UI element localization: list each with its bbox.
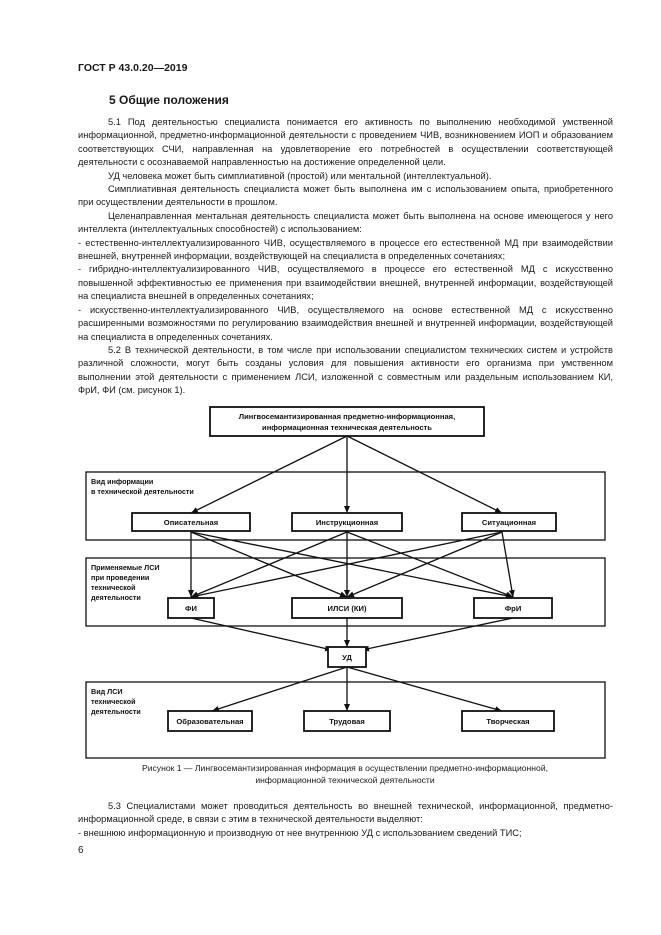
- group2-label-line-1: Применяемые ЛСИ: [91, 563, 160, 572]
- group2-label-line-2: при проведении: [91, 573, 150, 582]
- paragraph: Симплиативная деятельность специалиста может быть выполнена им с использованием опыта, приобретенного при осуществлении деятельности в прошлом.: [78, 184, 613, 208]
- group3-label-line-3: деятельности: [91, 707, 141, 716]
- figure-caption-line-1: Рисунок 1 — Лингвосемантизированная информация в осуществлении предметно-информационной,: [141, 763, 549, 773]
- box-educational-label: Образовательная: [176, 717, 244, 726]
- list-item: - гибридно-интеллектуализированного ЧИВ, осуществляемого в процессе его естественной МД с искусственно повышенной эффективностью ее применения при взаимодействии внешней, внутренней информации, воздействующей на специалиста внешней в определенных сочетаниях;: [78, 264, 613, 302]
- box-ud-label: УД: [342, 653, 352, 662]
- figure-caption-line-2: информационной технической деятельности: [255, 774, 435, 785]
- box-fri-label: ФрИ: [504, 604, 522, 613]
- paragraph: УД человека может быть симплиативной (простой) или ментальной (интеллектуальной).: [108, 170, 492, 181]
- box-descriptive-label: Описательная: [163, 518, 219, 527]
- box-situational-label: Ситуационная: [481, 518, 537, 527]
- section-title: 5 Общие положения: [109, 93, 229, 107]
- paragraph: Целенаправленная ментальная деятельность специалиста может быть выполнена на основе имеющегося у него интеллекта (интеллектуальных способностей) с использованием:: [78, 210, 613, 235]
- box-ilsi-label: ИЛСИ (КИ): [327, 604, 367, 613]
- connector-arrows: [191, 436, 513, 711]
- paragraph-5-2: 5.2 В технической деятельности, в том числе при использовании специалистом технических систем и устройств различной сложности, могут быть созданы условия для повышения активности его организма при умственном выполнении этой деятельности с применением ЛСИ, изложенной с совместным или раздельным использованием КИ, ФрИ, ФИ (см. рисунок 1).: [78, 344, 613, 396]
- box-instructional-label: Инструкционная: [315, 518, 379, 527]
- top-box-line-1: Лингвосемантизированная предметно-информационная,: [238, 412, 456, 421]
- top-box-line-2: информационная техническая деятельность: [262, 423, 432, 432]
- box-labor-label: Трудовая: [329, 717, 365, 726]
- list-item: - внешнюю информационную и производную от нее внутреннюю УД с использованием сведений ТИС;: [78, 827, 522, 838]
- group3-label-line-2: технической: [91, 697, 136, 706]
- figure-caption: [80, 763, 610, 786]
- list-item: - естественно-интеллектуализированного ЧИВ, осуществляемого в процессе его естественной МД при взаимодействии внешней, внутренней информации, воздействующей на специалиста в определенных сочетаниях;: [78, 237, 613, 262]
- group1-label-line-2: в технической деятельности: [91, 487, 194, 496]
- group3-label-line-1: Вид ЛСИ: [91, 687, 123, 696]
- group2-label-line-3: технической: [91, 583, 136, 592]
- group1-label-line-1: Вид информации: [91, 477, 154, 486]
- box-fi-label: ФИ: [185, 604, 197, 613]
- group2-label-line-4: деятельности: [91, 593, 141, 602]
- page-number: 6: [78, 845, 84, 856]
- document-header: ГОСТ Р 43.0.20—2019: [78, 62, 188, 74]
- list-item: - искусственно-интеллектуализированного ЧИВ, осуществляемого на основе естественной МД с искусственно расширенными возможностями по регулированию взаимодействия внешней и внутренней информации, воздействующей на специалиста в определенных сочетаниях.: [78, 304, 613, 342]
- paragraph-5-1: 5.1 Под деятельностью специалиста понимается его активность по выполнению необходимой умственной информационной, предметно-информационной деятельности с проведением ЧИВ, возникновением ИОП и образованием соответствующих СЧИ, направленная на удовлетворение его потребностей в осуществлении соответствующей деятельности с осознаваемой направленностью на достижение определенной цели.: [78, 117, 613, 168]
- box-creative-label: Творческая: [486, 717, 530, 726]
- paragraph-5-3: 5.3 Специалистами может проводиться деятельность во внешней технической, информационной, предметно-информационной среде, в связи с этим в технической деятельности выделяют:: [78, 801, 613, 825]
- body-text-after-figure: [78, 800, 613, 840]
